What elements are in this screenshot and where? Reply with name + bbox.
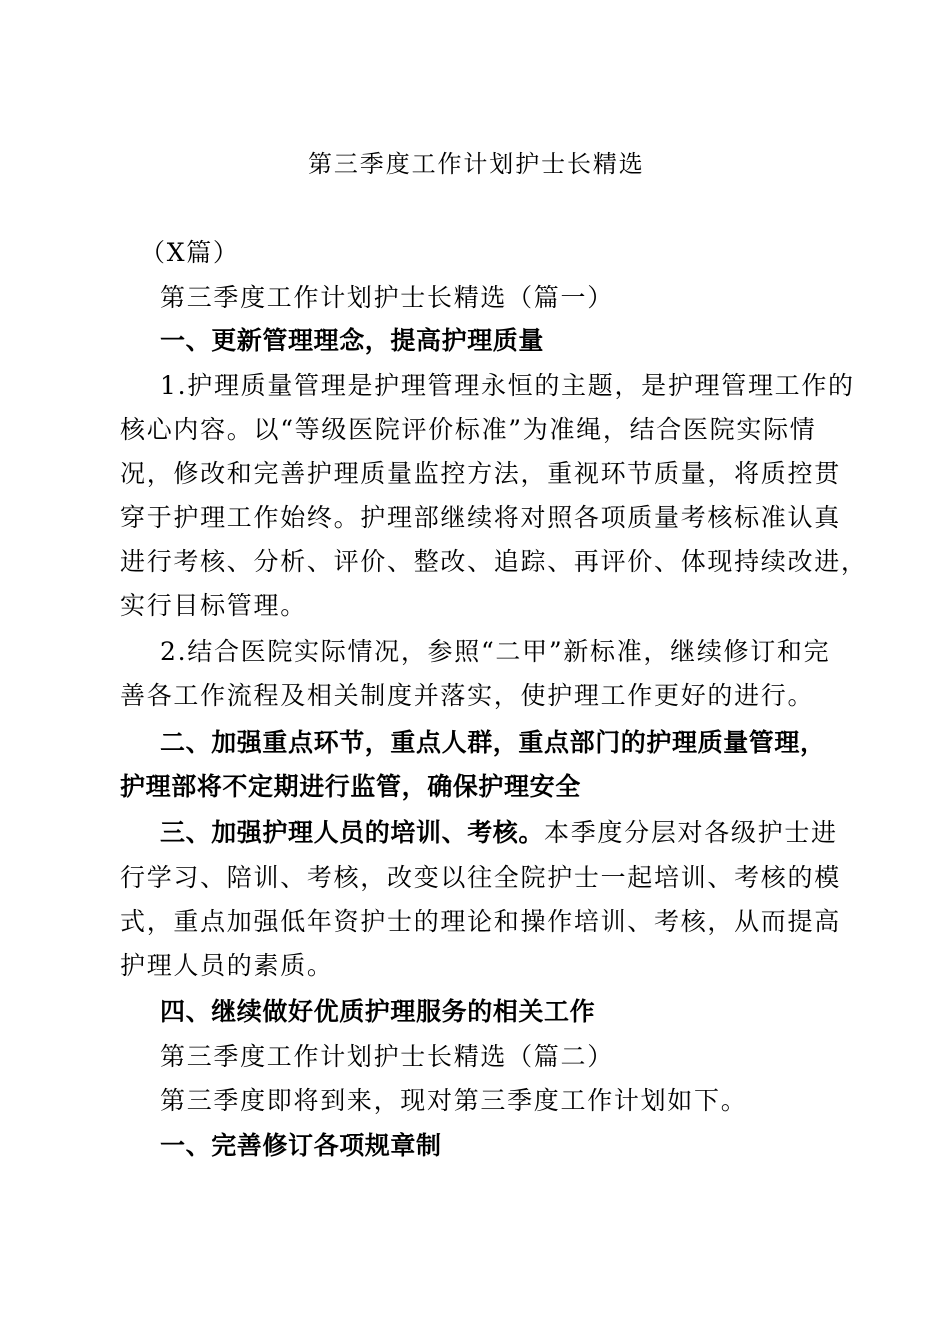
part1-section2-line-1: 二、加强重点环节，重点人群，重点部门的护理质量管理， (160, 728, 826, 757)
part1-section3-title: 三、加强护理人员的培训、考核。 (160, 818, 545, 847)
document-title: 第三季度工作计划护士长精选 (308, 150, 645, 178)
part2-intro: 第三季度即将到来，现对第三季度工作计划如下。 (160, 1086, 748, 1115)
part1-section3-line-1-rest: 本季度分层对各级护士进 (544, 818, 838, 847)
part2-heading: 第三季度工作计划护士长精选（篇二） (160, 1042, 614, 1071)
part1-section1-title: 一、更新管理理念，提高护理质量 (160, 326, 545, 355)
part2-section1-title: 一、完善修订各项规章制 (160, 1131, 442, 1160)
part1-p1-line-6: 实行目标管理。 (120, 591, 307, 620)
article-count-note: （X篇） (140, 238, 240, 267)
part1-section4-title: 四、继续做好优质护理服务的相关工作 (160, 997, 596, 1026)
part1-section3-line-2: 行学习、陪训、考核，改变以往全院护士一起培训、考核的模 (120, 863, 841, 892)
part1-p1-line-3: 况，修改和完善护理质量监控方法，重视环节质量，将质控贯 (120, 459, 841, 488)
part1-p1-line-1: 1.护理质量管理是护理管理永恒的主题，是护理管理工作的 (160, 371, 855, 400)
part1-section2-line-2: 护理部将不定期进行监管，确保护理安全 (120, 772, 581, 801)
part1-p1-line-5: 进行考核、分析、评价、整改、追踪、再评价、体现持续改进， (120, 547, 868, 576)
part1-heading: 第三季度工作计划护士长精选（篇一） (160, 283, 614, 312)
part1-section3-line-1 (160, 815, 838, 851)
part1-p2-line-2: 善各工作流程及相关制度并落实，使护理工作更好的进行。 (120, 681, 815, 710)
part1-p2-line-1: 2.结合医院实际情况，参照“二甲”新标准，继续修订和完 (160, 637, 831, 666)
part1-section3-line-3: 式，重点加强低年资护士的理论和操作培训、考核，从而提高 (120, 907, 841, 936)
part1-section3-line-4: 护理人员的素质。 (120, 951, 334, 980)
part1-p1-line-4: 穿于护理工作始终。护理部继续将对照各项质量考核标准认真 (120, 503, 841, 532)
part1-p1-line-2: 核心内容。以“等级医院评价标准”为准绳，结合医院实际情 (120, 415, 817, 444)
